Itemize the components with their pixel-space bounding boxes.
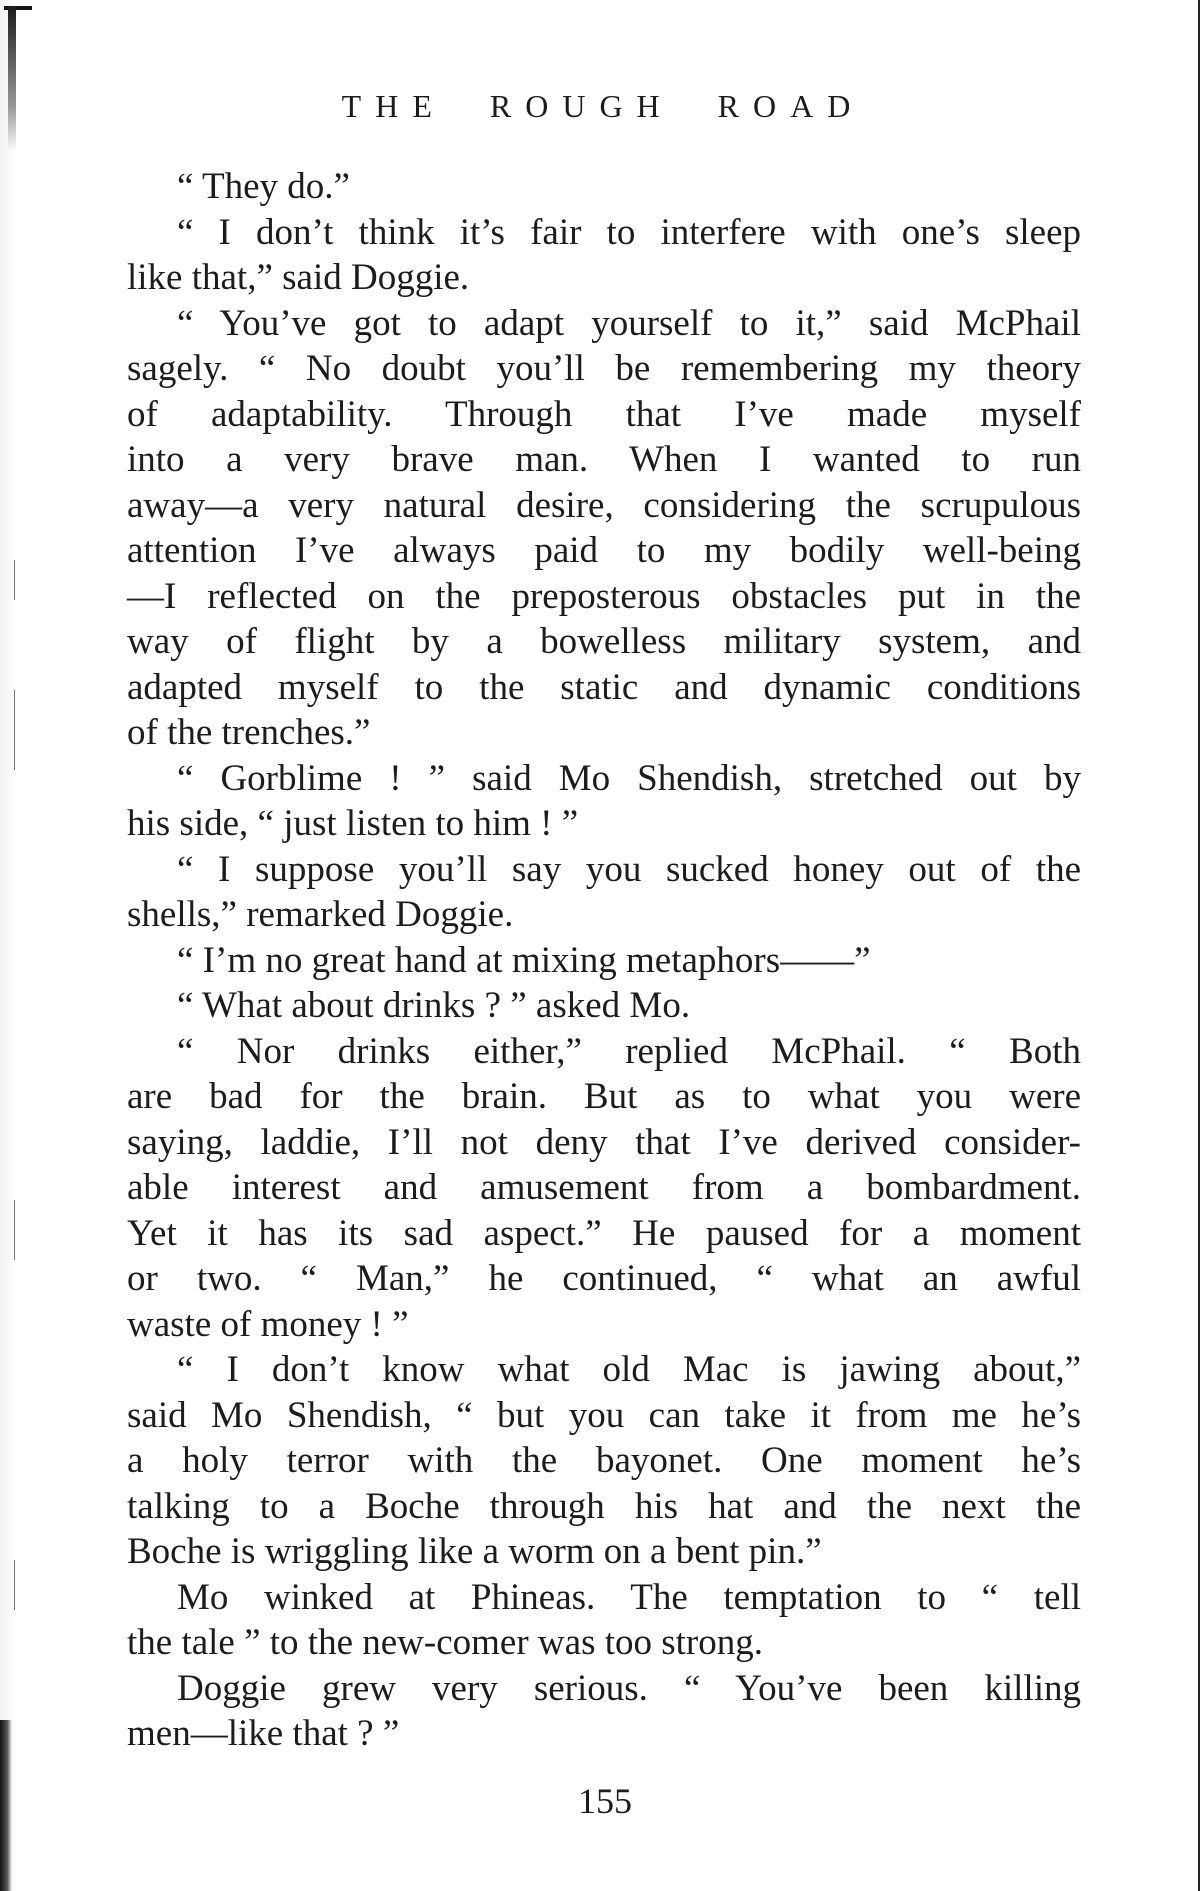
running-head: THE ROUGH ROAD	[341, 88, 865, 124]
scan-binding-shadow	[8, 6, 16, 151]
text-line: said Mo Shendish, “ but you can take it from me he’s	[127, 1394, 1081, 1436]
text-line: “ I’m no great hand at mixing metaphors——”	[177, 939, 871, 981]
text-line: shells,” remarked Doggie.	[127, 894, 514, 935]
scan-edge-tick	[14, 1560, 15, 1610]
text-line: sagely. “ No doubt you’ll be remembering my theory	[127, 348, 1081, 389]
text-line: Mo winked at Phineas. The temptation to “ tell	[177, 1576, 1081, 1618]
text-line: able interest and amusement from a bombardment.	[127, 1167, 1081, 1208]
scan-edge-tick	[14, 1200, 15, 1260]
scan-right-edge-line	[1198, 0, 1200, 1891]
text-line: way of flight by a bowelless military system, and	[127, 621, 1081, 662]
scan-bottom-edge-shadow	[0, 1720, 12, 1891]
text-line: Boche is wriggling like a worm on a bent pin.”	[127, 1531, 822, 1572]
text-line: a holy terror with the bayonet. One moment he’s	[127, 1440, 1081, 1481]
text-line: of adaptability. Through that I’ve made myself	[127, 393, 1081, 435]
text-line: men—like that ? ”	[127, 1713, 400, 1754]
scan-left-edge-shadow	[0, 0, 18, 1891]
text-line: waste of money ! ”	[127, 1303, 409, 1345]
scan-edge-tick	[14, 560, 15, 600]
body-text	[127, 164, 1081, 1757]
text-line: into a very brave man. When I wanted to run	[127, 439, 1081, 480]
text-line: “ Nor drinks either,” replied McPhail. “ Both	[177, 1030, 1081, 1072]
text-line: Doggie grew very serious. “ You’ve been killing	[177, 1667, 1081, 1709]
text-line: attention I’ve always paid to my bodily well-being	[127, 530, 1081, 571]
text-line: “ I don’t think it’s fair to interfere with one’s sleep	[177, 211, 1081, 253]
text-line: talking to a Boche through his hat and the next the	[127, 1485, 1081, 1527]
text-line: adapted myself to the static and dynamic conditions	[127, 666, 1081, 708]
text-line: “ Gorblime ! ” said Mo Shendish, stretched out by	[177, 757, 1081, 799]
text-line: “ I suppose you’ll say you sucked honey out of the	[177, 848, 1081, 890]
text-line: his side, “ just listen to him ! ”	[127, 803, 579, 844]
text-line: are bad for the brain. But as to what you were	[127, 1076, 1081, 1117]
text-line: away—a very natural desire, considering the scrupulous	[127, 484, 1081, 526]
text-line: Yet it has its sad aspect.” He paused for a moment	[127, 1212, 1081, 1254]
text-line: or two. “ Man,” he continued, “ what an awful	[127, 1258, 1081, 1299]
page-number: 155	[578, 1781, 632, 1821]
text-line: like that,” said Doggie.	[127, 257, 470, 298]
text-line: “ What about drinks ? ” asked Mo.	[177, 985, 691, 1026]
text-line: of the trenches.”	[127, 712, 371, 753]
text-line: saying, laddie, I’ll not deny that I’ve derived consider-	[127, 1121, 1081, 1163]
text-line: the tale ” to the new-comer was too strong.	[127, 1622, 763, 1663]
text-line: “ I don’t know what old Mac is jawing about,”	[177, 1349, 1081, 1390]
text-line: —I reflected on the preposterous obstacles put in the	[127, 575, 1081, 617]
text-line: “ They do.”	[177, 166, 350, 207]
text-line: “ You’ve got to adapt yourself to it,” said McPhail	[177, 302, 1081, 344]
scan-edge-tick	[14, 690, 15, 770]
